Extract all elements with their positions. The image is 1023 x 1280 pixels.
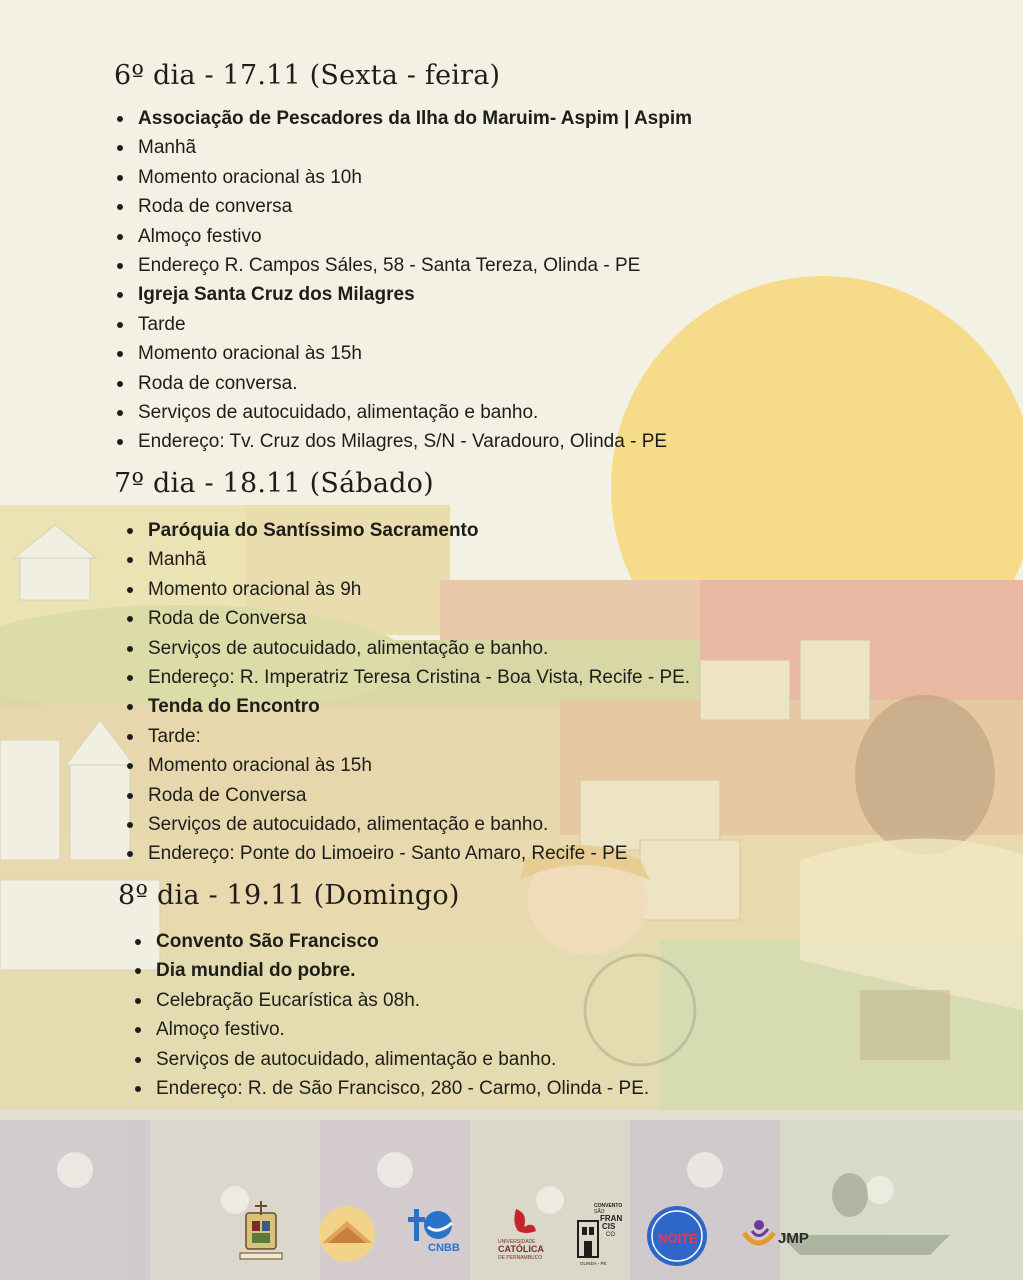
list-item: Roda de conversa. bbox=[116, 369, 692, 398]
convento-line4: CIS bbox=[602, 1222, 616, 1231]
list-item: Almoço festivo bbox=[116, 222, 692, 251]
list-item: Almoço festivo. bbox=[134, 1015, 649, 1044]
day-6-list bbox=[116, 104, 692, 457]
sponsor-logos bbox=[0, 1195, 1023, 1275]
noite-label: NOITE bbox=[658, 1231, 698, 1246]
convento-line2: SÃO bbox=[594, 1209, 605, 1215]
list-item: Manhã bbox=[126, 545, 690, 574]
day-8-list bbox=[134, 927, 649, 1103]
cnbb-logo-icon bbox=[408, 1205, 460, 1261]
list-item: Serviços de autocuidado, alimentação e banho. bbox=[116, 398, 692, 427]
list-item: Convento São Francisco bbox=[134, 927, 649, 956]
catolica-logo-icon bbox=[494, 1205, 552, 1265]
list-item: Roda de conversa bbox=[116, 192, 692, 221]
list-item: Tarde: bbox=[126, 722, 690, 751]
day-6-title: 6º dia - 17.11 (Sexta - feira) bbox=[114, 60, 501, 91]
archdiocese-crest-icon bbox=[236, 1201, 286, 1263]
list-item: Endereço: Tv. Cruz dos Milagres, S/N - Varadouro, Olinda - PE bbox=[116, 427, 692, 456]
convento-footer: OLINDA - PE bbox=[580, 1261, 607, 1266]
list-item: Momento oracional às 15h bbox=[126, 751, 690, 780]
convento-sao-francisco-logo-icon bbox=[576, 1201, 624, 1267]
list-item: Igreja Santa Cruz dos Milagres bbox=[116, 280, 692, 309]
catolica-line3: DE PERNAMBUCO bbox=[498, 1255, 543, 1261]
convento-line1: CONVENTO bbox=[594, 1203, 623, 1209]
catolica-line1: UNIVERSIDADE bbox=[498, 1239, 536, 1245]
day-7-list bbox=[126, 516, 690, 869]
list-item: Dia mundial do pobre. bbox=[134, 956, 649, 985]
list-item: Roda de Conversa bbox=[126, 781, 690, 810]
list-item: Momento oracional às 15h bbox=[116, 339, 692, 368]
list-item: Tarde bbox=[116, 310, 692, 339]
list-item: Serviços de autocuidado, alimentação e banho. bbox=[126, 810, 690, 839]
list-item: Momento oracional às 9h bbox=[126, 575, 690, 604]
list-item: Momento oracional às 10h bbox=[116, 163, 692, 192]
list-item: Endereço: R. de São Francisco, 280 - Carmo, Olinda - PE. bbox=[134, 1074, 649, 1103]
list-item: Endereço: Ponte do Limoeiro - Santo Amaro, Recife - PE bbox=[126, 839, 690, 868]
convento-line5: CO bbox=[606, 1232, 615, 1238]
list-item: Roda de Conversa bbox=[126, 604, 690, 633]
noite-logo-icon bbox=[646, 1205, 708, 1267]
list-item: Serviços de autocuidado, alimentação e banho. bbox=[134, 1045, 649, 1074]
jmp-logo-icon bbox=[740, 1217, 820, 1257]
day-8-title: 8º dia - 19.11 (Domingo) bbox=[118, 880, 460, 911]
list-item: Manhã bbox=[116, 133, 692, 162]
list-item: Paróquia do Santíssimo Sacramento bbox=[126, 516, 690, 545]
catolica-line2: CATÓLICA bbox=[498, 1244, 544, 1254]
cnbb-label: CNBB bbox=[428, 1242, 460, 1254]
list-item: Tenda do Encontro bbox=[126, 692, 690, 721]
list-item: Celebração Eucarística às 08h. bbox=[134, 986, 649, 1015]
convento-line3: FRAN bbox=[600, 1214, 623, 1223]
day-7-title: 7º dia - 18.11 (Sábado) bbox=[114, 468, 434, 499]
jmp-label: JMP bbox=[778, 1230, 809, 1247]
pastoral-sun-logo-icon bbox=[318, 1205, 376, 1263]
list-item: Endereço R. Campos Sáles, 58 - Santa Tereza, Olinda - PE bbox=[116, 251, 692, 280]
list-item: Endereço: R. Imperatriz Teresa Cristina - Boa Vista, Recife - PE. bbox=[126, 663, 690, 692]
list-item: Associação de Pescadores da Ilha do Maruim- Aspim | Aspim bbox=[116, 104, 692, 133]
list-item: Serviços de autocuidado, alimentação e banho. bbox=[126, 634, 690, 663]
